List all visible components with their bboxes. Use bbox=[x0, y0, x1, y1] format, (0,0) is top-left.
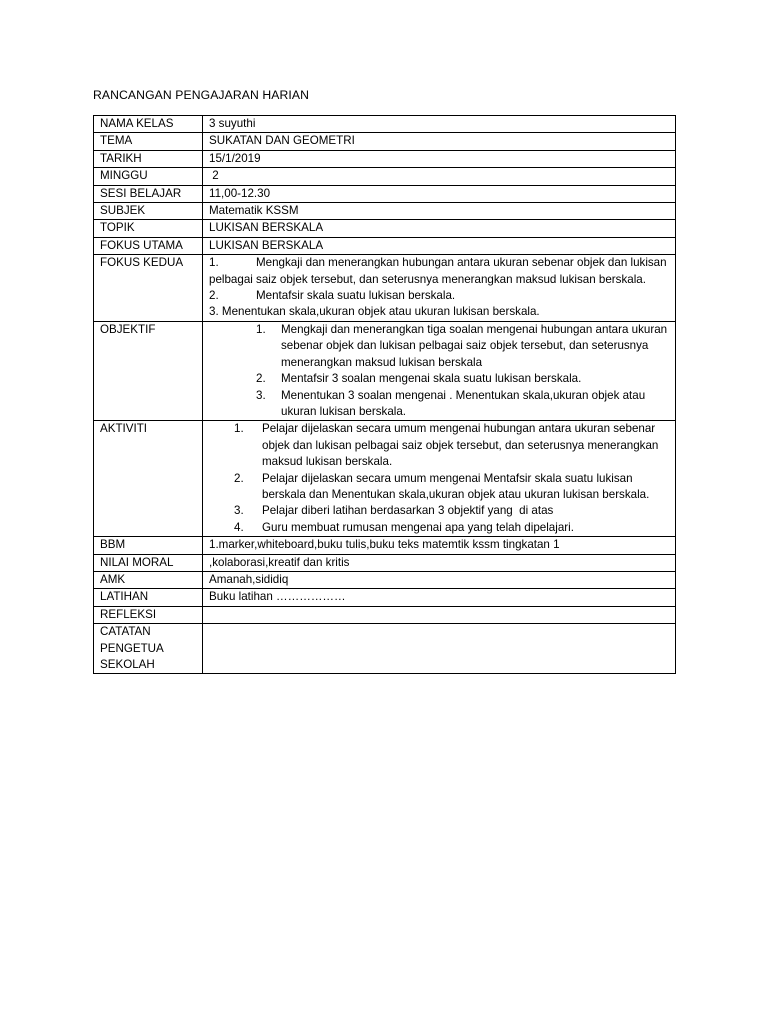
fokus-kedua-item-number: 2. bbox=[209, 289, 219, 303]
fokus-kedua-item-number: 3. bbox=[209, 305, 219, 319]
list-item-text: Pelajar diberi latihan berdasarkan 3 objektif yang di atas bbox=[262, 504, 554, 518]
table-row-latihan bbox=[94, 589, 676, 606]
table-row-subjek bbox=[94, 203, 676, 220]
fokus-kedua-item-text: Mengkaji dan menerangkan hubungan antara ukuran sebenar objek dan lukisan pelbagai saiz objek tersebut, dan seterusnya menerangkan maksud lukisan berskala. bbox=[209, 256, 667, 286]
row-label-sesi-belajar: SESI BELAJAR bbox=[94, 185, 203, 202]
list-item-text: Mengkaji dan menerangkan tiga soalan mengenai hubungan antara ukuran sebenar objek dan lukisan pelbagai saiz objek tersebut, dan seterusnya menerangkan maksud lukisan berskala bbox=[281, 322, 668, 369]
fokus-kedua-item bbox=[209, 288, 669, 304]
row-value-topik: LUKISAN BERSKALA bbox=[203, 220, 676, 237]
table-row-minggu bbox=[94, 168, 676, 185]
list-item bbox=[234, 421, 669, 470]
list-item-text: Pelajar dijelaskan secara umum mengenai hubungan antara ukuran sebenar objek dan lukisan pelbagai saiz objek tersebut, dan seterusnya menerangkan maksud lukisan berskala. bbox=[262, 422, 659, 469]
row-label-subjek: SUBJEK bbox=[94, 203, 203, 220]
list-item-number: 1. bbox=[256, 322, 266, 336]
catatan-label-line: CATATAN bbox=[100, 625, 151, 639]
fokus-kedua-item-text: Menentukan skala,ukuran objek atau ukuran lukisan berskala. bbox=[221, 305, 540, 319]
table-row-fokus-utama bbox=[94, 237, 676, 254]
list-item bbox=[234, 520, 669, 536]
table-row-tema bbox=[94, 133, 676, 150]
lesson-plan-table bbox=[93, 115, 676, 674]
row-label-tarikh: TARIKH bbox=[94, 150, 203, 167]
row-value-fokus-kedua bbox=[203, 255, 676, 322]
row-value-tarikh: 15/1/2019 bbox=[203, 150, 676, 167]
row-value-amk: Amanah,sididiq bbox=[203, 571, 676, 588]
row-label-tema: TEMA bbox=[94, 133, 203, 150]
row-label-topik: TOPIK bbox=[94, 220, 203, 237]
row-label-bbm: BBM bbox=[94, 537, 203, 554]
row-value-nilai-moral: ,kolaborasi,kreatif dan kritis bbox=[203, 554, 676, 571]
table-row-tarikh bbox=[94, 150, 676, 167]
list-item bbox=[256, 388, 669, 421]
row-label-latihan: LATIHAN bbox=[94, 589, 203, 606]
document-title: RANCANGAN PENGAJARAN HARIAN bbox=[93, 88, 310, 102]
row-value-minggu: 2 bbox=[203, 168, 676, 185]
table-row-fokus-kedua bbox=[94, 255, 676, 322]
row-value-nama-kelas: 3 suyuthi bbox=[203, 116, 676, 133]
table-row-amk bbox=[94, 571, 676, 588]
row-value-objektif bbox=[203, 321, 676, 420]
list-item-text: Mentafsir 3 soalan mengenai skala suatu lukisan berskala. bbox=[281, 372, 582, 386]
fokus-kedua-item-number: 1. bbox=[209, 256, 219, 270]
row-label-amk: AMK bbox=[94, 571, 203, 588]
row-value-tema: SUKATAN DAN GEOMETRI bbox=[203, 133, 676, 150]
row-label-minggu: MINGGU bbox=[94, 168, 203, 185]
row-value-catatan bbox=[203, 624, 676, 674]
row-label-refleksi: REFLEKSI bbox=[94, 606, 203, 623]
list-item bbox=[256, 371, 669, 387]
row-value-bbm: 1.marker,whiteboard,buku tulis,buku teks matemtik kssm tingkatan 1 bbox=[203, 537, 676, 554]
table-row-catatan bbox=[94, 624, 676, 674]
list-item-number: 4. bbox=[234, 520, 244, 534]
fokus-kedua-item bbox=[209, 255, 669, 288]
list-item bbox=[256, 322, 669, 371]
table-row-objektif bbox=[94, 321, 676, 420]
row-value-aktiviti bbox=[203, 421, 676, 537]
row-label-aktiviti: AKTIVITI bbox=[94, 421, 203, 537]
aktiviti-list bbox=[209, 421, 669, 536]
objektif-list bbox=[209, 322, 669, 420]
list-item bbox=[234, 503, 669, 519]
table-row-topik bbox=[94, 220, 676, 237]
row-label-nama-kelas: NAMA KELAS bbox=[94, 116, 203, 133]
list-item-text: Guru membuat rumusan mengenai apa yang telah dipelajari. bbox=[262, 520, 574, 534]
list-item-number: 2. bbox=[234, 471, 244, 485]
row-label-objektif: OBJEKTIF bbox=[94, 321, 203, 420]
row-value-sesi-belajar: 11,00-12.30 bbox=[203, 185, 676, 202]
list-item-text: Pelajar dijelaskan secara umum mengenai Mentafsir skala suatu lukisan berskala dan Menentukan skala,ukuran objek atau ukuran lukisan berskala. bbox=[262, 471, 650, 501]
row-value-fokus-utama: LUKISAN BERSKALA bbox=[203, 237, 676, 254]
list-item-number: 3. bbox=[256, 388, 266, 402]
list-item-number: 2. bbox=[256, 372, 266, 386]
catatan-label-line: SEKOLAH bbox=[100, 658, 155, 671]
row-value-refleksi bbox=[203, 606, 676, 623]
list-item-number: 1. bbox=[234, 422, 244, 436]
table-row-nilai-moral bbox=[94, 554, 676, 571]
row-label-fokus-kedua: FOKUS KEDUA bbox=[94, 255, 203, 322]
list-item-text: Menentukan 3 soalan mengenai . Menentukan skala,ukuran objek atau ukuran lukisan berskala. bbox=[281, 388, 646, 418]
row-value-subjek: Matematik KSSM bbox=[203, 203, 676, 220]
fokus-kedua-item-text: Mentafsir skala suatu lukisan berskala. bbox=[256, 289, 456, 303]
row-label-fokus-utama: FOKUS UTAMA bbox=[94, 237, 203, 254]
row-label-nilai-moral: NILAI MORAL bbox=[94, 554, 203, 571]
list-item-number: 3. bbox=[234, 504, 244, 518]
table-row-sesi-belajar bbox=[94, 185, 676, 202]
catatan-label-line: PENGETUA bbox=[100, 641, 164, 655]
table-row-aktiviti bbox=[94, 421, 676, 537]
fokus-kedua-item bbox=[209, 304, 669, 320]
table-row-refleksi bbox=[94, 606, 676, 623]
list-item bbox=[234, 471, 669, 504]
row-value-latihan: Buku latihan ……………… bbox=[203, 589, 676, 606]
table-row-nama-kelas bbox=[94, 116, 676, 133]
row-label-catatan bbox=[94, 624, 203, 674]
table-row-bbm bbox=[94, 537, 676, 554]
